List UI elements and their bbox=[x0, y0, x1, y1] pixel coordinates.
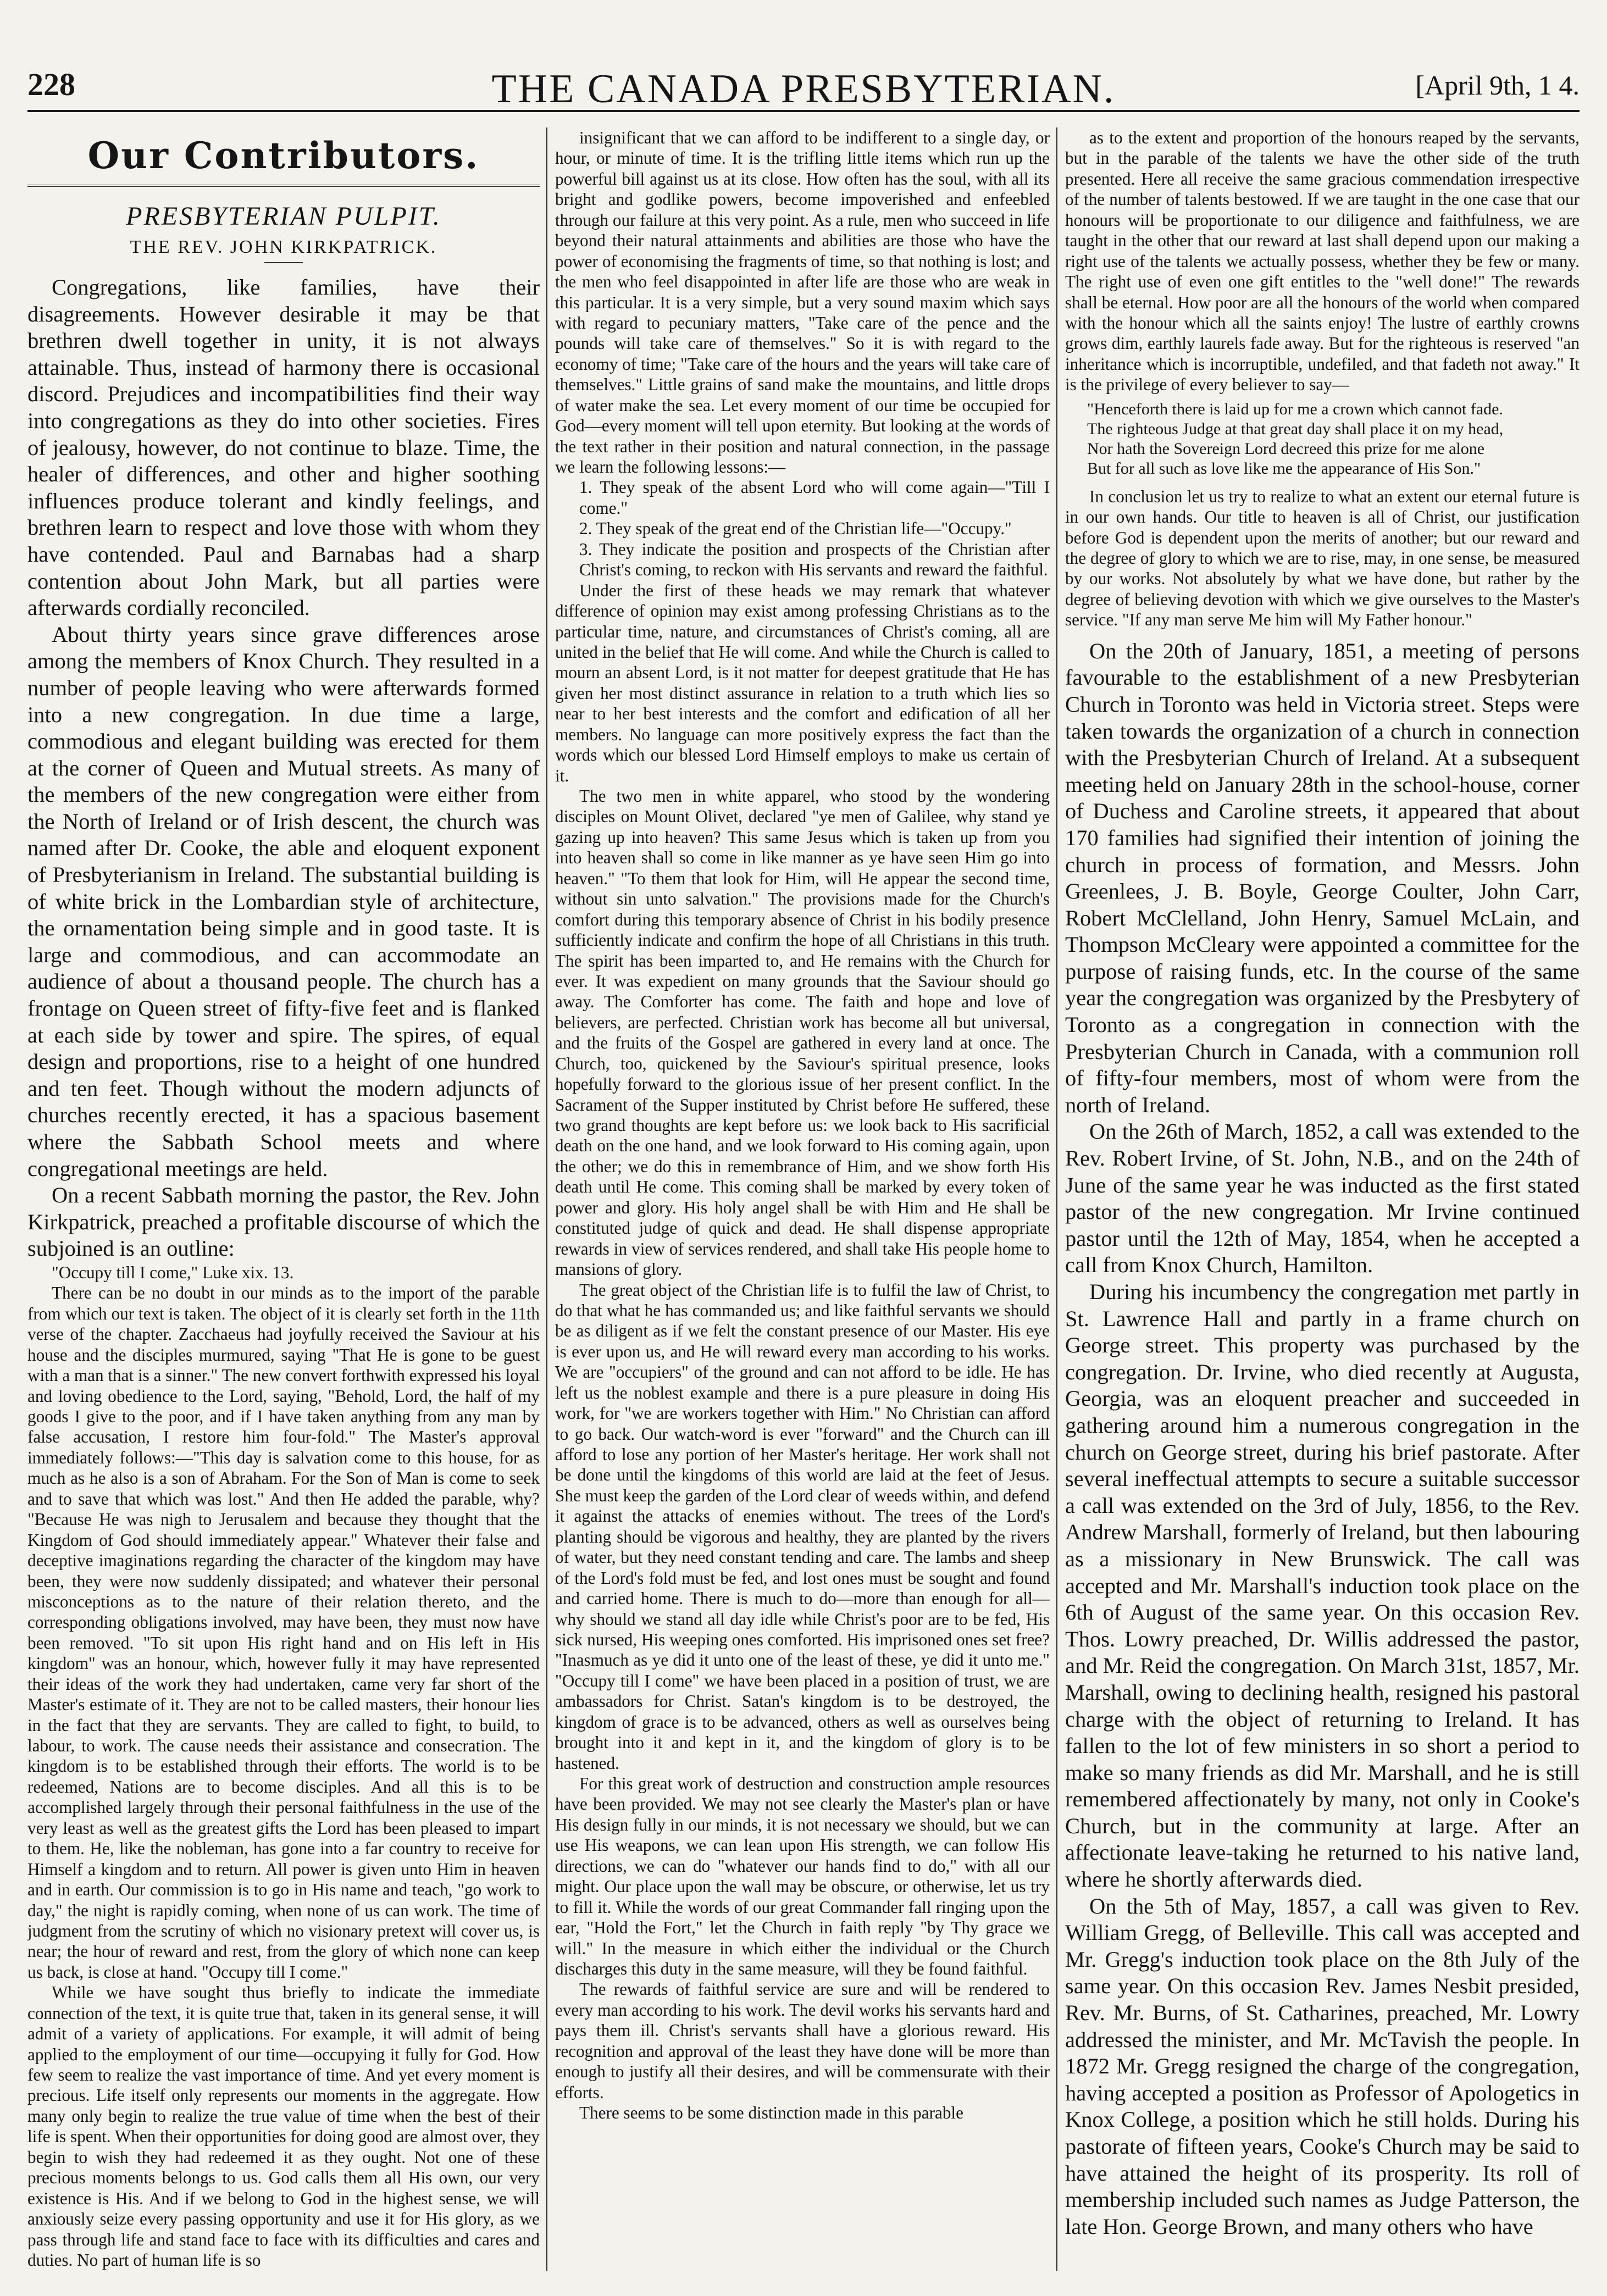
sermon-text bbox=[1065, 127, 1580, 630]
article-byline: THE REV. JOHN KIRKPATRICK. bbox=[130, 237, 437, 257]
sermon-text bbox=[555, 127, 1050, 2123]
paragraph: During his incumbency the congregation met partly in St. Lawrence Hall and partly in a frame church on George street. This property was purchased by the congregation. Dr. Irvine, who died recently at Augusta, Georgia, was an eloquent preacher and succeeded in gathering around him a numerous congregation in the church on George street, during his brief pastorate. After several ineffectual attempts to secure a suitable successor a call was extended on the 3rd of July, 1856, to the Rev. Andrew Marshall, formerly of Ireland, but then labouring as a missionary in New Brunswick. The call was accepted and Mr. Marshall's induction took place on the 6th of August of the same year. On this occasion Rev. Thos. Lowry preached, Dr. Willis addressed the pastor, and Mr. Reid the congregation. On March 31st, 1857, Mr. Marshall, owing to declining health, resigned his pastoral charge with the object of returning to Ireland. It has fallen to the lot of few ministers in so short a period to make so many friends as did Mr. Marshall, and he is still remembered affectionately by many, not only in Cooke's Church, but in the community at large. After an affectionate leave-taking he returned to his native land, where he shortly afterwards died. bbox=[1065, 1279, 1580, 1892]
paragraph: On the 20th of January, 1851, a meeting of persons favourable to the establishment of a new Presbyterian Church in Toronto was held in Victoria street. Steps were taken towards the organization of a church in connection with the Presbyterian Church of Ireland. At a subsequent meeting held on January 28th in the school-house, corner of Duchess and Caroline streets, it appeared that about 170 families had signified their intention of joining the church in process of formation, and Messrs. John Greenlees, J. B. Boyle, George Coulter, John Carr, Robert McClelland, John Henry, Samuel McLain, and Thompson McCleary were appointed a committee for the purpose of raising funds, etc. In the course of the same year the congregation was organized by the Presbytery of Toronto as a congregation in connection with the Presbyterian Church in Canada, with a communion roll of fifty-four members, most of whom were from the north of Ireland. bbox=[1065, 638, 1580, 1117]
page-number: 228 bbox=[27, 66, 75, 102]
paragraph: On a recent Sabbath morning the pastor, the Rev. John Kirkpatrick, preached a profitable discourse of which the subjoined is an outline: bbox=[27, 1183, 540, 1261]
paragraph: The two men in white apparel, who stood by the wondering disciples on Mount Olivet, declared "ye men of Galilee, why stand ye gazing up into heaven? This same Jesus which is taken up from you into heaven shall so come in like manner as ye have seen Him go into heaven." "To them that look for Him, will He appear the second time, without sin unto salvation." The provisions made for the Church's comfort during this temporary absence of Christ in his bodily presence sufficiently indicate and confirm the hope of all Christians in this truth. The spirit has been imparted to, and He remains with the Church for ever. It was expedient on many grounds that the Saviour should go away. The Comforter has come. The faith and hope and love of believers, are perfected. Christian work has become all but universal, and the fruits of the Gospel are gathered in every land at once. The Church, too, quickened by the Saviour's spiritual presence, looks hopefully forward to the glorious issue of her present conflict. In the Sacrament of the Supper instituted by Christ before He suffered, these two grand thoughts are kept before us: we look back to His sacrificial death on the one hand, and we look forward to His coming again, upon the other; we do this in remembrance of Him, and we show forth His death until He come. This coming shall be marked by every token of power and glory. His holy angel shall be with Him and He shall be constituted judge of quick and dead. He shall dispense appropriate rewards in view of services rendered, and shall take His people home to mansions of glory. bbox=[555, 786, 1050, 1279]
paragraph: There can be no doubt in our minds as to the import of the parable from which our text is taken. The object of it is clearly set forth in the 11th verse of the chapter. Zacchaeus had joyfully received the Saviour at his house and the disciples murmured, saying "That He is gone to be guest with a man that is a sinner." The new convert forthwith expressed his loyal and loving obedience to the Lord, saying, "Behold, Lord, the half of my goods I give to the poor, and if I have taken anything from any man by false accusation, I restore him four-fold." The Master's approval immediately follows:—"This day is salvation come to this house, for as much as he also is a son of Abraham. For the Son of Man is come to seek and to save that which was lost." And then He added the parable, why? "Because He was nigh to Jerusalem and because they thought that the Kingdom of God should immediately appear." Whatever their false and deceptive imaginations regarding the character of the kingdom may have been, they were now suddenly dissipated; and whatever their personal misconceptions as to the nature of their relation thereto, and the corresponding obligations involved, may have been, they must now have been removed. "To sit upon His right hand and on His left in His kingdom" was an honour, which, however fully it may have represented their ideas of the work they had undertaken, came very far short of the Master's estimate of it. They are not to be called masters, their honour lies in the fact that they are servants. They are called to fight, to build, to labour, to work. The cause needs their assistance and consecration. The kingdom is to be established through their efforts. The world is to be redeemed, Nations are to become disciples. And all this is to be accomplished largely through their personal faithfulness in the use of the very least as well as the greatest gifts the Lord has been pleased to impart to them. He, like the nobleman, has gone into a far country to receive for Himself a kingdom and to return. All power is given unto Him in heaven and in earth. Our commission is to go in His name and teach, "go work to day," the night is rapidly coming, when none of us can work. The time of judgment from the scrutiny of which no visionary pretext will cover us, is near; the hour of reward and rest, from the glory of which none can keep us back, is close at hand. "Occupy till I come." bbox=[27, 1283, 540, 1982]
list-item: 1. They speak of the absent Lord who will come again—"Till I come." bbox=[579, 478, 1050, 518]
paragraph: The rewards of faithful service are sure and will be rendered to every man according to his work. The devil works his servants hard and pays them ill. Christ's servants shall have a glorious reward. His recognition and approval of the least they have done will be more than enough to justify all their desires, and will be commensurate with their efforts. bbox=[555, 1979, 1050, 2102]
verse-quote bbox=[1065, 400, 1580, 479]
verse-line: But for all such as love like me the appearance of His Son." bbox=[1087, 459, 1481, 478]
paragraph: In conclusion let us try to realize to what an extent our eternal future is in our own hands. Our title to heaven is all of Christ, our justification before God is dependent upon the merits of another; but our reward and the degree of glory to which we are to rise, may, in one sense, be measured by our works. Not absolutely by what we have done, but rather by the degree of believing devotion with which we give ourselves to the Master's service. "If any man serve Me him will My Father honour." bbox=[1065, 486, 1580, 630]
article-body bbox=[27, 274, 540, 1262]
paragraph: as to the extent and proportion of the honours reaped by the servants, but in the parable of the talents we have the other side of the truth presented. Here all receive the same gracious commendation irrespective of the number of talents bestowed. If we are taught in the one case that our honours will be proportionate to our diligence and faithfulness, we are taught in the other that our reward at last shall depend upon our making a right use of the talents we actually possess, whether they be few or many. The right use of even one gift entitles to the "well done!" The rewards shall be eternal. How poor are all the honours of the world when compared with the honour which all the saints enjoy! The lustre of earthly crowns grows dim, earthly laurels fade away. But for the righteous is reserved "an inheritance which is incorruptible, undefiled, and that fadeth not away." It is the privilege of every believer to say— bbox=[1065, 128, 1580, 395]
paragraph: About thirty years since grave differences arose among the members of Knox Church. They resulted in a number of people leaving who were afterwards formed into a new congregation. In due time a large, commodious and elegant building was erected for them at the corner of Queen and Mutual streets. As many of the members of the new congregation were either from the North of Ireland or of Irish descent, the church was named after Dr. Cooke, the able and eloquent exponent of Presbyterianism in Ireland. The substantial building is of white brick in the Lombardian style of architecture, the ornamentation being simple and in good taste. It is large and commodious, and can accommodate an audience of about a thousand people. The church has a frontage on Queen street of fifty-five feet and is flanked at each side by tower and spire. The spires, of equal design and proportions, rise to a height of one hundred and ten feet. Though without the modern adjuncts of churches recently erected, it has a spacious basement where the Sabbath School meets and where congregational meetings are held. bbox=[27, 622, 540, 1181]
column-2 bbox=[555, 127, 1050, 2271]
sermon-text bbox=[27, 1262, 540, 2270]
verse-line: Nor hath the Sovereign Lord decreed this prize for me alone bbox=[1087, 439, 1485, 458]
paragraph: On the 5th of May, 1857, a call was given to Rev. William Gregg, of Belleville. This call was accepted and Mr. Gregg's induction took place on the 8th July of the same year. On this occasion Rev. James Nesbit presided, Rev. Mr. Burns, of St. Catharines, preached, Mr. Lowry addressed the minister, and Mr. McTavish the people. In 1872 Mr. Gregg resigned the charge of the congregation, having accepted a position as Professor of Apologetics in Knox College, a position which he still holds. During his pastorate of fifteen years, Cooke's Church may be said to have attained the height of its prosperity. Its roll of membership included such names as Judge Patterson, the late Hon. George Brown, and many others who have bbox=[1065, 1893, 1580, 2239]
divider bbox=[264, 262, 303, 263]
paragraph: There seems to be some distinction made in this parable bbox=[579, 2103, 963, 2122]
article-title: PRESBYTERIAN PULPIT. bbox=[126, 202, 441, 231]
paragraph: insignificant that we can afford to be indifferent to a single day, or hour, or minute of time. It is the trifling little items which run up the powerful bill against us at its close. How often has the soul, with all its bright and godlike powers, become impoverished and enfeebled through our failure at this very point. As a rule, men who succeed in life beyond their natural attainments and abilities are those who have the power of economising the fragments of time, so that nothing is lost; and the men who feel disappointed in after life are those who are weak in this particular. It is a very simple, but a very sound maxim which says with regard to pecuniary matters, "Take care of the pence and the pounds will take care of themselves." So it is with regard to the economy of time; "Take care of the hours and the years will take care of themselves." Little grains of sand make the mountains, and little drops of water make the sea. Let every moment of our time be occupied for God—every moment will tell upon eternity. But looking at the words of the text rather in their position and natural connection, in the passage we learn the following lessons:— bbox=[555, 128, 1050, 476]
article-body bbox=[1065, 638, 1580, 2240]
section-heading: Our Contributors. bbox=[27, 127, 540, 187]
paragraph: On the 26th of March, 1852, a call was extended to the Rev. Robert Irvine, of St. John, N.B., and on the 24th of June of the same year he was inducted as the first stated pastor of the new congregation. Mr Irvine continued pastor until the 12th of May, 1854, when he accepted a call from Knox Church, Hamilton. bbox=[1065, 1119, 1580, 1278]
publication-title: THE CANADA PRESBYTERIAN. bbox=[491, 66, 1116, 112]
paragraph: For this great work of destruction and construction ample resources have been provided. We may not see clearly the Master's plan or have His design fully in our minds, it is not necessary we should, but we can use His weapons, we can lean upon His strength, we can follow His directions, we can do "whatever our hands find to do," with all our might. Our place upon the wall may be obscure, or otherwise, let us try to fill it. While the words of our great Commander fall ringing upon the ear, "Hold the Fort," let the Church in faith reply "by Thy grace we will." In the measure in which either the individual or the Church discharges this duty in the same measure, will they be found faithful. bbox=[555, 1774, 1050, 1978]
column-3 bbox=[1065, 127, 1580, 2271]
page-header bbox=[27, 66, 1580, 112]
column-rule bbox=[1056, 127, 1057, 2271]
sermon-text-reference: "Occupy till I come," Luke xix. 13. bbox=[52, 1262, 294, 1282]
paragraph: Under the first of these heads we may remark that whatever difference of opinion may exist among professing Christians as to the particular time, nature, and circumstances of Christ's coming, all are united in the belief that He will come. And while the Church is called to mourn an absent Lord, is it not matter for deepest gratitude that He has given her most distinct assurance in relation to a truth which lies so near to her best interests and the comfort and edification of all her members. No language can more positively express the fact than the words which our blessed Lord Himself employs to make us certain of it. bbox=[555, 580, 1050, 785]
issue-date: [April 9th, 1 4. bbox=[1415, 70, 1580, 101]
paragraph: Congregations, like families, have their disagreements. However desirable it may be that brethren dwell together in unity, it is not always attainable. Thus, instead of harmony there is occasional discord. Prejudices and incompatibilities find their way into congregations as they do into other societies. Fires of jealousy, however, do not continue to blaze. Time, the healer of differences, and other and higher soothing influences produce tolerant and kindly feelings, and brethren learn to respect and love those with whom they have contended. Paul and Barnabas had a sharp contention about John Mark, but all parties were afterwards cordially reconciled. bbox=[27, 275, 540, 620]
list-item: 3. They indicate the position and prospects of the Christian after Christ's coming, to reckon with His servants and reward the faithful. bbox=[579, 539, 1050, 580]
column-rule bbox=[546, 127, 547, 2271]
paragraph: The great object of the Christian life is to fulfil the law of Christ, to do that what he has commanded us; and like faithful servants we should be as diligent as if we felt the constant presence of our Master. His eye is ever upon us, and He will reward every man according to his works. We are "occupiers" of the ground and can not afford to be idle. He has left us the noblest example and there is a pure pleasure in doing His work, for "we are workers together with Him." No Christian can afford to go back. Our watch-word is ever "forward" and the Church can ill afford to lose any portion of her Master's heritage. Her work shall not be done until the kingdoms of this world are laid at the feet of Jesus. She must keep the garden of the Lord clear of weeds within, and defend it against the attacks of enemies without. The trees of the Lord's planting should be vigorous and healthy, they are planted by the rivers of water, but they need constant tending and care. The lambs and sheep of the Lord's fold must be fed, and lost ones must be sought and found and carried home. There is much to do—more than enough for all—why should we stand all day idle while Christ's poor are to be fed, His sick nursed, His weeping ones comforted. His imprisoned ones set free? "Inasmuch as ye did it unto one of the least of these, ye did it unto me." "Occupy till I come" we have been placed in a position of trust, we are ambassadors for Christ. Satan's kingdom is to be destroyed, the kingdom of grace is to be advanced, others as well as ourselves being brought into it and kept in it, and the kingdom of glory is to be hastened. bbox=[555, 1280, 1050, 1773]
verse-line: The righteous Judge at that great day shall place it on my head, bbox=[1087, 419, 1504, 438]
paragraph: While we have sought thus briefly to indicate the immediate connection of the text, it is quite true that, taken in its general sense, it will admit of a variety of applications. For example, it will admit of being applied to the employment of our time—occupying it fully for God. How few seem to realize the vast importance of time. And yet every moment is precious. Life itself only represents our moments in the aggregate. How many only begin to realize the true value of time when the best of their life is spent. When their opportunities for doing good are almost over, they begin to wish they had redeemed it as they ought. Not one of these precious moments belongs to us. God calls them all His own, our very existence is His. And if we belong to God in the highest sense, we will anxiously seize every passing opportunity and use it for His glory, as we pass through life and stand face to face with its difficulties and cares and duties. No part of human life is so bbox=[27, 1983, 540, 2270]
list-item: 2. They speak of the great end of the Christian life—"Occupy." bbox=[579, 519, 1012, 539]
column-1 bbox=[27, 127, 540, 2271]
verse-line: "Henceforth there is laid up for me a crown which cannot fade. bbox=[1087, 400, 1503, 418]
